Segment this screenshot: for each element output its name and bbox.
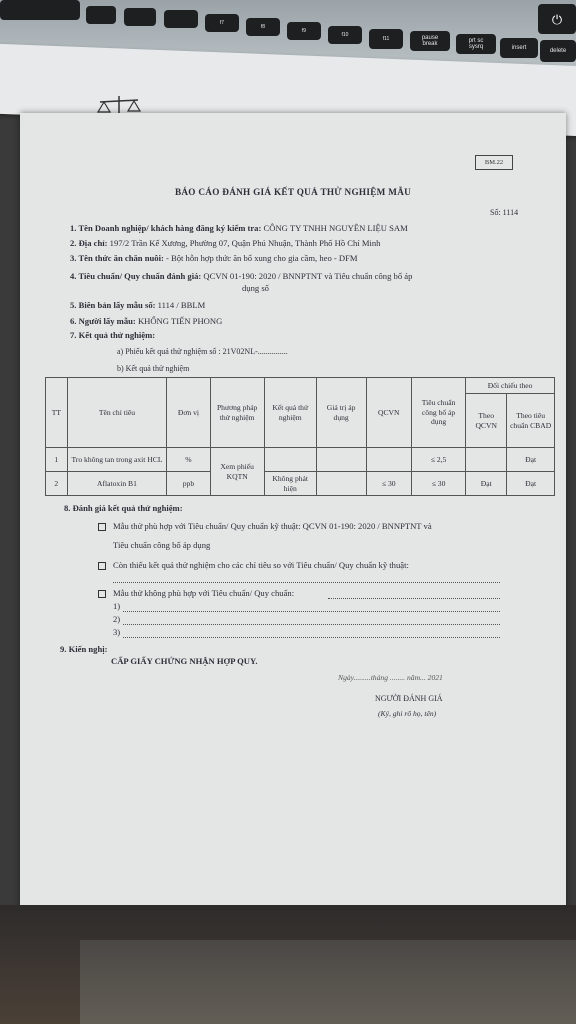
sign-date: Ngày.........tháng ........ năm... 2021 [338,673,443,682]
key-label: f7 [219,19,225,26]
item-4 [70,271,412,281]
key-label: delete [549,48,567,54]
sampler-name: KHỔNG TIẾN PHONG [137,316,223,326]
key-label: f11 [382,35,390,42]
cell-result [264,448,316,472]
item-label: 5. Biên bản lấy mẫu số: [70,300,156,310]
key [86,6,116,24]
key-prtsc [456,34,496,54]
cell-tt: 1 [46,448,68,472]
item-label: 6. Người lấy mẫu: [70,316,136,326]
key-label: prt sc sysrq [468,38,484,50]
eval-option-text: Mẫu thử không phù hợp với Tiêu chuẩn/ Quy chuẩn: [113,588,295,598]
power-key [538,4,576,34]
power-icon: ⏻ [551,11,563,27]
key-f8 [246,18,280,36]
eval-title: 8. Đánh giá kết quả thử nghiệm: [64,503,183,513]
header-applied: Giá trị áp dụng [316,378,366,448]
form-code [475,155,513,170]
doc-title: BÁO CÁO ĐÁNH GIÁ KẾT QUẢ THỬ NGHIỆM MẪU [174,187,412,197]
checkbox [98,523,106,531]
standard-cont: dụng số [242,283,269,293]
floor [80,940,576,1024]
item-7: 7. Kết quả thử nghiệm: [70,330,156,340]
cell-by-qcvn [466,448,507,472]
report-sheet [20,113,566,921]
item-6 [70,316,222,326]
header-name: Tên chỉ tiêu [67,378,167,448]
key [164,10,198,28]
key-f7 [205,14,239,32]
cell-result: Không phát hiện [264,472,316,496]
header-qcvn: QCVN [366,378,411,448]
cell-by-cbad: Đạt [507,472,555,496]
cell-tccb: ≤ 2,5 [412,448,466,472]
header-tccb: Tiêu chuẩn công bố áp dụng [412,378,466,448]
cell-by-cbad: Đạt [507,448,555,472]
cell-by-qcvn: Đạt [466,472,507,496]
eval-option-text: Còn thiếu kết quả thử nghiệm cho các chỉ tiêu so với Tiêu chuẩn/ Quy chuẩn kỹ thuật: [113,560,409,570]
cell-tccb: ≤ 30 [412,472,466,496]
cell-name: Tro không tan trong axit HCL [67,448,167,472]
address: 197/2 Trần Kế Xương, Phường 07, Quận Phú Nhuận, Thành Phố Hồ Chí Minh [109,238,381,248]
header-result: Kết quả thử nghiệm [264,378,316,448]
header-compare: Đối chiếu theo [466,378,555,394]
table-row [46,448,555,472]
item-label: 3. Tên thức ăn chăn nuôi: [70,253,164,263]
conclusion-label: 9. Kiến nghị: [60,644,108,654]
signer-role: NGƯỜI ĐÁNH GIÁ [375,694,443,703]
key-f10 [328,26,362,44]
cell-qcvn: ≤ 30 [366,472,411,496]
cell-tt: 2 [46,472,68,496]
header-by-cbad: Theo tiêu chuẩn CBAD [507,394,555,448]
key-insert [500,38,538,58]
header-tt: TT [46,378,68,448]
list-1: 1) [113,601,121,611]
item-7b: b) Kết quả thử nghiệm [117,364,190,373]
list-3: 3) [113,627,121,637]
standard: QCVN 01-190: 2020 / BNNPTNT và Tiêu chuẩn công bố áp [203,271,413,281]
cell-applied [316,472,366,496]
key-label: insert [511,45,527,51]
cell-name: Aflatoxin B1 [67,472,167,496]
item-label: 1. Tên Doanh nghiệp/ khách hàng đăng ký kiểm tra: [70,223,262,233]
dotted-line [123,604,500,612]
doc-number: Số: 1114 [490,208,519,217]
results-table [45,377,555,496]
signer-note: (Ký, ghi rõ họ, tên) [378,709,437,718]
key-f9 [287,22,321,40]
header-unit: Đơn vị [167,378,210,448]
eval-option-2 [98,560,409,570]
item-label: 2. Địa chỉ: [70,238,108,248]
header-by-qcvn: Theo QCVN [466,394,507,448]
cell-unit: ppb [167,472,210,496]
feed-name: - Bột hỗn hợp thức ăn bổ xung cho gia cầm, heo - DFM [165,253,358,263]
item-7a: a) Phiếu kết quả thử nghiệm số : 21V02NL-............... [117,347,288,356]
header-method: Phương pháp thử nghiệm [210,378,264,448]
cell-applied [316,448,366,472]
key-delete [540,40,576,62]
checkbox [98,562,106,570]
key [0,0,80,20]
eval-option-text: Mẫu thử phù hợp với Tiêu chuẩn/ Quy chuẩn kỹ thuật: QCVN 01-190: 2020 / BNNPTNT và [113,521,432,531]
table-row [46,472,555,496]
key-pause [410,31,450,51]
item-label: 4. Tiêu chuẩn/ Quy chuẩn đánh giá: [70,271,202,281]
key-f11 [369,29,403,49]
list-2: 2) [113,614,121,624]
cell-qcvn [366,448,411,472]
dotted-line [123,630,500,638]
key-label: f8 [260,23,266,30]
dotted-line [123,617,500,625]
eval-option-1-cont: Tiêu chuẩn công bố áp dụng [113,540,211,550]
key-label: f9 [301,27,307,34]
checkbox [98,590,106,598]
dotted-line [113,575,500,583]
key-label: pause break [421,35,439,47]
item-2 [70,238,380,248]
item-3 [70,253,358,263]
item-1 [70,223,408,233]
dotted-line [328,591,500,599]
item-5 [70,300,205,310]
sampling-record: 1114 / BBLM [157,300,206,310]
cell-method: Xem phiếu KQTN [210,448,264,496]
eval-option-1 [98,521,432,531]
company-name: CÔNG TY TNHH NGUYÊN LIỆU SAM [263,223,408,233]
key [124,8,156,26]
conclusion-value: CẤP GIẤY CHỨNG NHẬN HỢP QUY. [111,656,258,666]
form-code-text: BM.22 [484,159,504,166]
key-label: f10 [341,31,349,38]
cell-unit: % [167,448,210,472]
eval-option-3 [98,588,294,598]
